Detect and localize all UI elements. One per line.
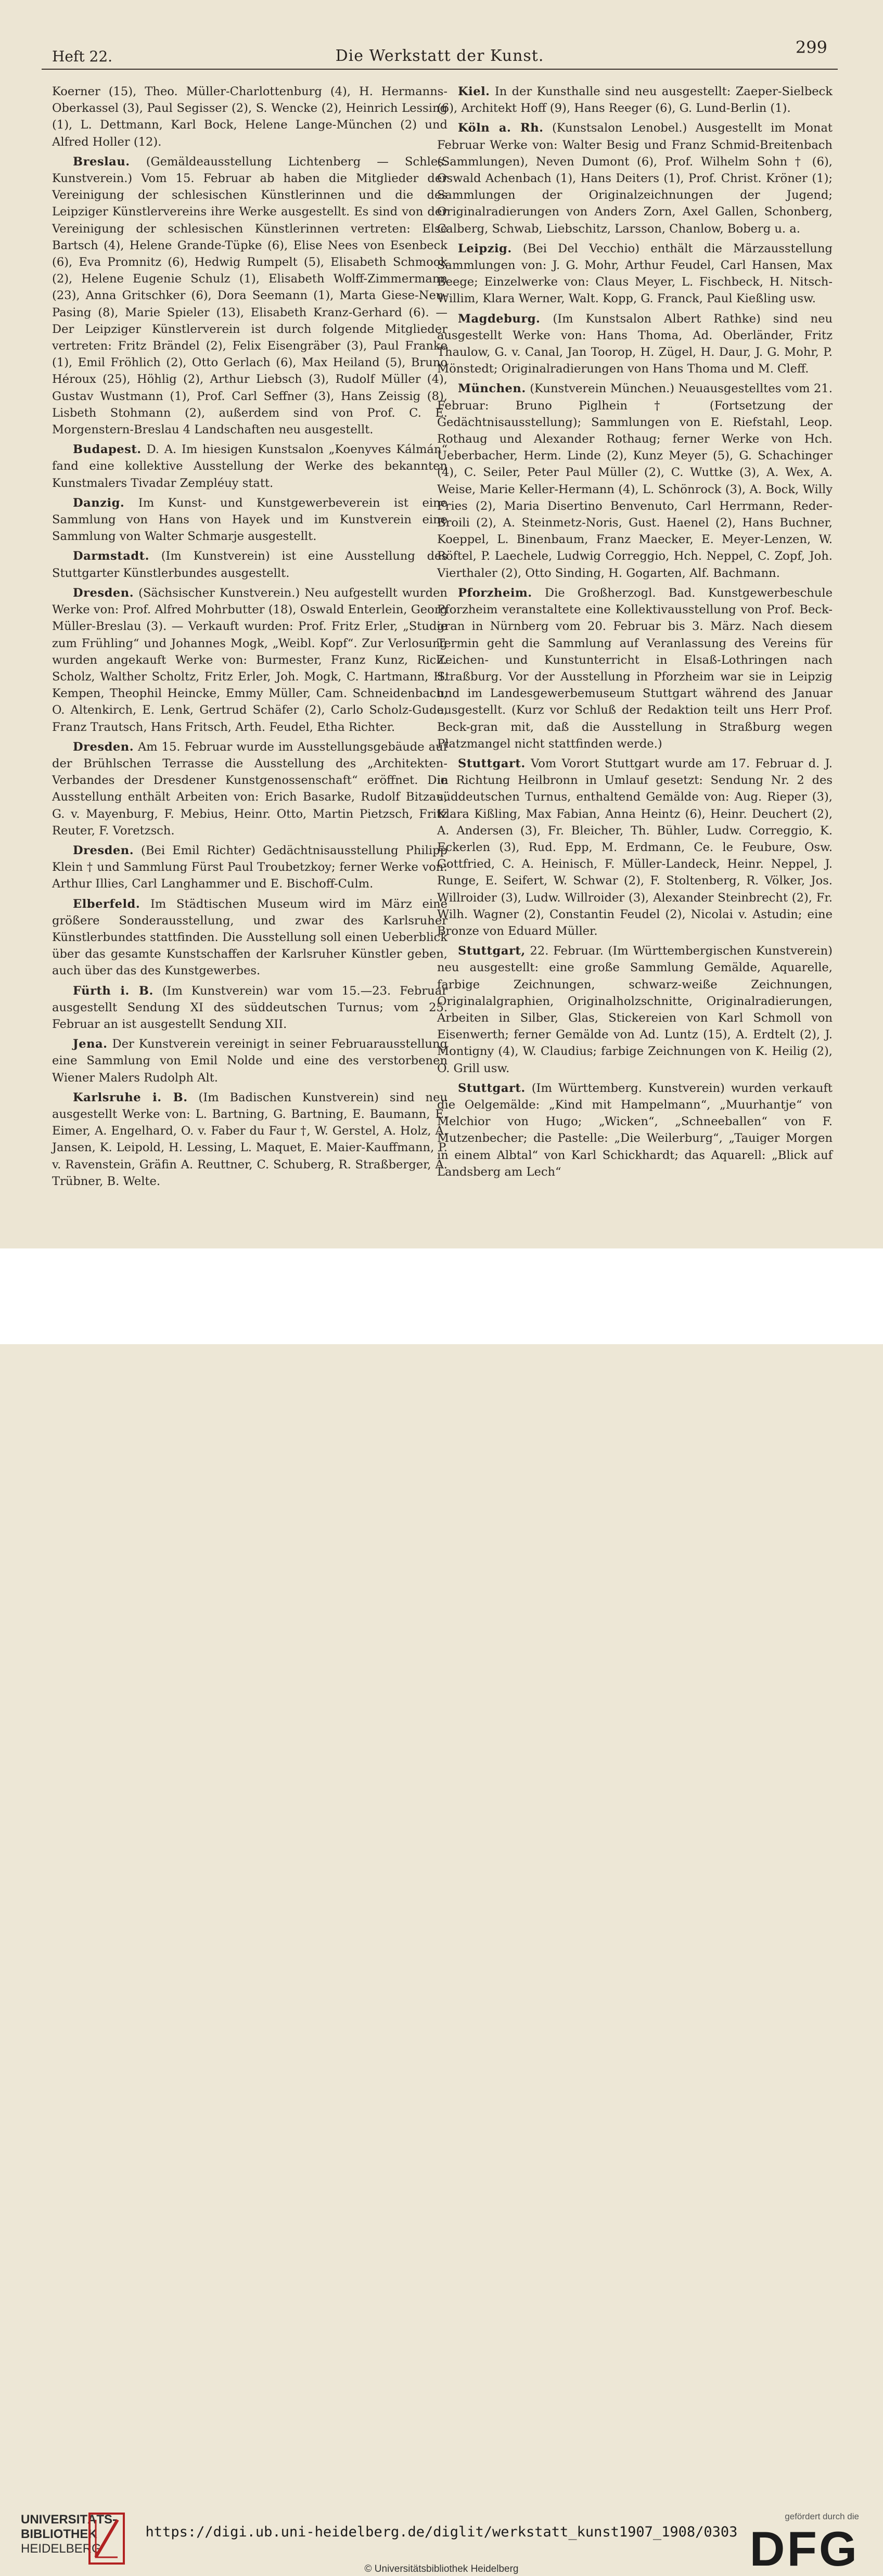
news-entry xyxy=(52,585,447,736)
news-entry xyxy=(52,1036,447,1086)
entry-text: Im Kunst- und Kunstgewerbeverein ist eine Sammlung von Hans von Hayek und im Kunstverein eine Sammlung von Walter Schmarje ausgestellt. xyxy=(52,496,447,544)
entry-text: D. A. Im hiesigen Kunstsalon „Koenyves Kálmán“ fand eine kollektive Ausstellung der Werke des bekannten Kunstmalers Tivadar Zempléuy statt. xyxy=(52,443,447,490)
news-entry xyxy=(52,842,447,893)
entry-text: (Im Kunstverein) war vom 15.—23. Februar ausgestellt Sendung XI des süddeutschen Turnus; vom 25. Februar an ist ausgestellt Sendung XII. xyxy=(52,984,447,1031)
entry-place: Dresden. xyxy=(73,843,134,857)
entry-text: (Im Kunstverein) ist eine Ausstellung des Stuttgarter Künstlerbundes ausgestellt. xyxy=(52,549,447,580)
dfg-logo: DFG xyxy=(749,2521,859,2576)
right-column xyxy=(437,83,833,1183)
entry-text: (Kunstverein München.) Neuausgestelltes vom 21. Februar: Bruno Piglhein † (Fortsetzung der Gedächtnisausstellung); Sammlungen von E. Riefstahl, Leop. Rothaug und Alexander Rothaug; ferner Werke von Hch. Ueberbacher, Herm. Linde (2), Kunz Meyer (5), G. Schachinger (4), C. Seiler, Peter Paul Müller (2), C. Wuttke (3), A. Wex, A. Weise, Marie Keller-Hermann (4), L. Schönrock (3), A. Bock, Willy Fries (2), Maria Disertino Benvenuto, Carl Herrmann, Reder-Broili (2), A. Steinmetz-Noris, Gust. Haenel (2), Hans Buchner, Koeppel, L. Binenbaum, Franz Maecker, E. Meyer-Lenzen, W. Röftel, P. Laechele, Ludwig Correggio, Hch. Neppel, C. Zopf, Joh. Vierthaler (2), Otto Sinding, H. Gogarten, Alf. Bachmann. xyxy=(437,382,833,580)
entry-place: Köln a. Rh. xyxy=(458,121,544,135)
entry-place: Darmstadt. xyxy=(73,549,149,563)
entry-text: (Im Badischen Kunstverein) sind neu ausgestellt Werke von: L. Bartning, G. Bartning, E. Baumann, E. Eimer, A. Engelhard, O. v. Faber du Faur †, W. Gerstel, A. Holz, A. Jansen, K. Leipold, H. Lessing, L. Maquet, E. Maier-Kauffmann, P. v. Ravenstein, Gräfin A. Reuttner, C. Schuberg, R. Straßberger, A. Trübner, B. Welte. xyxy=(52,1090,447,1188)
logo-line-2: BIBLIOTHEK xyxy=(21,2527,97,2541)
entry-text: Koerner (15), Theo. Müller-Charlottenburg (4), H. Hermanns-Oberkassel (3), Paul Segisser (2), S. Wencke (2), Heinrich Lessing (1), L. Dettmann, Karl Bock, Helene Lange-München (2) und Alfred Holler (12). xyxy=(52,85,447,149)
page-number: 299 xyxy=(795,37,827,57)
entry-place: Elberfeld. xyxy=(73,897,140,911)
permalink-url[interactable]: https://digi.ub.uni-heidelberg.de/diglit/werkstatt_kunst1907_1908/0303 xyxy=(145,2524,738,2540)
entry-place: Karlsruhe i. B. xyxy=(73,1090,188,1104)
entry-text: (Bei Emil Richter) Gedächtnisausstellung Philipp Klein † und Sammlung Fürst Paul Troubetzkoy; ferner Werke von: Arthur Illies, Carl Langhammer und E. Bischoff-Culm. xyxy=(52,843,447,891)
entry-text: Vom Vorort Stuttgart wurde am 17. Februar d. J. in Richtung Heilbronn in Umlauf gesetzt: Sendung Nr. 2 des süddeutschen Turnus, enthaltend Gemälde von: Aug. Rieper (3), Klara Kißling, Max Fabian, Anna Heintz (6), Heinr. Deuchert (2), A. Andersen (3), Fr. Bleicher, Th. Bühler, Ludw. Correggio, K. Eckerlen (3), Rud. Epp, M. Erdmann, Ce. le Feubure, Osw. Gottfried, C. A. Heinisch, F. Müller-Landeck, Heinr. Neppel, J. Runge, E. Seifert, W. Schwar (2), F. Stoltenberg, R. Völker, Jos. Willroider (3), Ludw. Willroider (3), Alexander Steinbrecht (2), Fr. Wilh. Wagner (2), Constantin Feudel (2), Nicolai v. Astudin; eine Bronze von Eduard Müller. xyxy=(437,756,833,938)
copyright-text: © Universitätsbibliothek Heidelberg xyxy=(364,2564,519,2574)
entry-text: Im Städtischen Museum wird im März eine größere Sonderausstellung, und zwar des Karlsruher Künstlerbundes stattfinden. Die Ausstellung soll einen Ueberblick über das gesamte Kunstschaffen der Karlsruher Künstler geben, auch über das des Kunstgewerbes. xyxy=(52,897,447,978)
news-entry xyxy=(52,441,447,492)
entry-text: (Bei Del Vecchio) enthält die Märzausstellung Sammlungen von: J. G. Mohr, Arthur Feudel, Carl Hansen, Max Beege; Einzelwerke von: Claus Meyer, L. Fischbeck, H. Nitsch-Willim, Klara Werner, Walt. Kopp, G. Franck, Paul Kießling usw. xyxy=(437,241,833,306)
scanned-page xyxy=(0,0,883,1248)
entry-text: Am 15. Februar wurde im Ausstellungsgebäude auf der Brühlschen Terrasse die Ausstellung des „Architekten-Verbandes der Dresdener Kunstgenossenschaft“ eröffnet. Die Ausstellung enthält Arbeiten von: Erich Basarke, Rudolf Bitzau, G. v. Mayenburg, F. Mebius, Heinr. Otto, Martin Pietzsch, Fritz Reuter, F. Voretzsch. xyxy=(52,740,447,838)
entry-text: Die Großherzogl. Bad. Kunstgewerbeschule Pforzheim veranstaltete eine Kollektivausstellung von Prof. Beck-gran in Nürnberg vom 20. Februar bis 3. März. Nach diesem Termin geht die Sammlung auf Veranlassung des Vereins für Zeichen- und Kunstunterricht in Elsaß-Lothringen nach Straßburg. Vor der Ausstellung in Pforzheim war sie in Leipzig und im Landesgewerbemuseum Stuttgart während des Januar ausgestellt. (Kurz vor Schluß der Redaktion teilt uns Herr Prof. Beck-gran mit, daß die Ausstellung in Straßburg wegen Platzmangel nicht stattfinden werde.) xyxy=(437,586,833,751)
left-column xyxy=(52,83,447,1193)
news-entry xyxy=(437,240,833,307)
news-entry xyxy=(437,120,833,237)
news-entry xyxy=(437,311,833,378)
news-entry xyxy=(437,83,833,117)
entry-text: Der Kunstverein vereinigt in seiner Februarausstellung eine Sammlung von Emil Nolde und eine des verstorbenen Wiener Malers Rudolph Alt. xyxy=(52,1037,447,1085)
entry-place: Jena. xyxy=(73,1037,108,1051)
entry-text: 22. Februar. (Im Württembergischen Kunstverein) neu ausgestellt: eine große Sammlung Gemälde, Aquarelle, farbige Zeichnungen, schwarz-weiße Zeichnungen, Originalalgraphien, Originalholzschnitte, Originalradierungen, Arbeiten in Silber, Glas, Stickereien von Karl Schmoll von Eisenwerth; ferner Gemälde von Ad. Luntz (15), A. Erdtelt (2), J. Montigny (4), W. Claudius; farbige Zeichnungen von K. Heilig (2), O. Grill usw. xyxy=(437,944,833,1075)
page-header xyxy=(42,36,838,68)
logo-line-3: HEIDELBERG xyxy=(21,2542,101,2556)
news-entry xyxy=(52,896,447,980)
news-entry xyxy=(52,983,447,1033)
entry-place: Kiel. xyxy=(458,85,490,98)
entry-place: Pforzheim. xyxy=(458,586,532,600)
entry-text: (Im Kunstsalon Albert Rathke) sind neu ausgestellt Werke von: Hans Thoma, Ad. Oberländer, Fritz Thaulow, G. v. Canal, Jan Toorop, H. Zügel, H. Daur, J. G. Mohr, P. Mönstedt; Originalradierungen von Hans Thoma und M. Cleff. xyxy=(437,312,833,376)
news-entry xyxy=(437,380,833,581)
entry-text: In der Kunsthalle sind neu ausgestellt: Zaeper-Sielbeck (6), Architekt Hoff (9), Hans Reeger (6), G. Lund-Berlin (1). xyxy=(437,85,833,115)
entry-place: Dresden. xyxy=(73,740,134,754)
news-entry xyxy=(437,585,833,752)
logo-line-1: UNIVERSITÄTS- xyxy=(21,2513,117,2527)
entry-text: (Gemäldeausstellung Lichtenberg — Schles. Kunstverein.) Vom 15. Februar ab haben die Mitglieder der Vereinigung der schlesischen Künstlerinnen und die des Leipziger Künstlervereins ihre Werke ausgestellt. Es sind von der Vereinigung der schlesischen Künstlerinnen vertreten: Else Bartsch (4), Helene Grande-Tüpke (6), Elise Nees von Esenbeck (6), Eva Promnitz (6), Hedwig Rumpelt (5), Elisabeth Schmook (2), Helene Eugenie Schulz (1), Elisabeth Wolff-Zimmermann (23), Anna Gritschker (6), Dora Seemann (1), Marta Giese-Neu-Pasing (8), Marie Spieler (13), Elisabeth Kranz-Gerhard (6). — Der Leipziger Künstlerverein ist durch folgende Mitglieder vertreten: Fritz Brändel (2), Felix Eisengräber (3), Paul Franke (1), Emil Fröhlich (2), Otto Gerlach (6), Max Heiland (5), Bruno Héroux (25), Höhlig (2), Arthur Liebsch (3), Rudolf Müller (4), Gustav Wustmann (1), Prof. Carl Seffner (3), Hans Zeissig (8), Lisbeth Stohmann (2), außerdem sind von Prof. C. E. Morgenstern-Breslau 4 Landschaften neu ausgestellt. xyxy=(52,154,447,437)
news-entry xyxy=(52,739,447,839)
news-entry xyxy=(437,1080,833,1180)
entry-place: Stuttgart, xyxy=(458,944,526,958)
entry-place: Budapest. xyxy=(73,443,142,457)
news-entry xyxy=(437,943,833,1077)
news-entry xyxy=(437,755,833,939)
news-entry xyxy=(52,83,447,150)
header-rule xyxy=(42,69,838,70)
journal-title: Die Werkstatt der Kunst. xyxy=(335,47,544,65)
entry-text: (Kunstsalon Lenobel.) Ausgestellt im Monat Februar Werke von: Walter Besig und Franz Schmid-Breitenbach (Sammlungen), Neven Dumont (6), Prof. Wilhelm Sohn † (6), Oswald Achenbach (1), Hans Deiters (1), Prof. Christ. Kröner (1); Sammlungen der Originalzeichnungen der Jugend; Originalradierungen von Anders Zorn, Axel Gallen, Schonberg, Calberg, Schwab, Liebschitz, Larsson, Chanlow, Boberg u. a. xyxy=(437,121,833,236)
entry-text: (Im Württemberg. Kunstverein) wurden verkauft die Oelgemälde: „Kind mit Hampelmann“, „Muurhantje“ von Melchior von Hugo; „Wicken“, „Schneeballen“ von F. Mutzenbecher; die Pastelle: „Die Weilerburg“, „Tauiger Morgen in einem Albtal“ von Karl Schickhardt; das Aquarell: „Blick auf Landsberg am Lech“ xyxy=(437,1081,833,1179)
issue-label: Heft 22. xyxy=(52,48,113,65)
entry-place: Leipzig. xyxy=(458,241,512,255)
news-entry xyxy=(52,495,447,545)
entry-place: Danzig. xyxy=(73,496,125,510)
entry-place: Fürth i. B. xyxy=(73,984,153,998)
news-entry xyxy=(52,1089,447,1190)
entry-place: Magdeburg. xyxy=(458,312,541,326)
news-entry xyxy=(52,153,447,438)
entry-place: Dresden. xyxy=(73,586,134,600)
entry-text: (Sächsischer Kunstverein.) Neu aufgestellt wurden Werke von: Prof. Alfred Mohrbutter (18), Oswald Enterlein, Georg Müller-Breslau (3). — Verkauft wurden: Prof. Fritz Erler, „Studie zum Frühling“ und Johannes Mogk, „Weibl. Kopf“. Zur Verlosung wurden angekauft Werke von: Burmester, Franz Kunz, Rich. Scholz, Walther Scholtz, Fritz Erler, Joh. Mogk, C. Hartmann, H. Kempen, Theophil Heincke, Emmy Müller, Cam. Schneidenbach, O. Altenkirch, E. Lenk, Gertrud Schäfer (2), Carlo Scholz-Gude, Franz Trautsch, Hans Fritsch, Arth. Feudel, Etha Richter. xyxy=(52,586,447,734)
entry-place: Stuttgart. xyxy=(458,1081,526,1095)
funded-by-label: gefördert durch die xyxy=(785,2511,859,2521)
footer-bar xyxy=(0,1248,883,2576)
news-entry xyxy=(52,548,447,581)
entry-place: Breslau. xyxy=(73,154,130,169)
entry-place: München. xyxy=(458,382,526,396)
entry-place: Stuttgart. xyxy=(458,756,526,770)
